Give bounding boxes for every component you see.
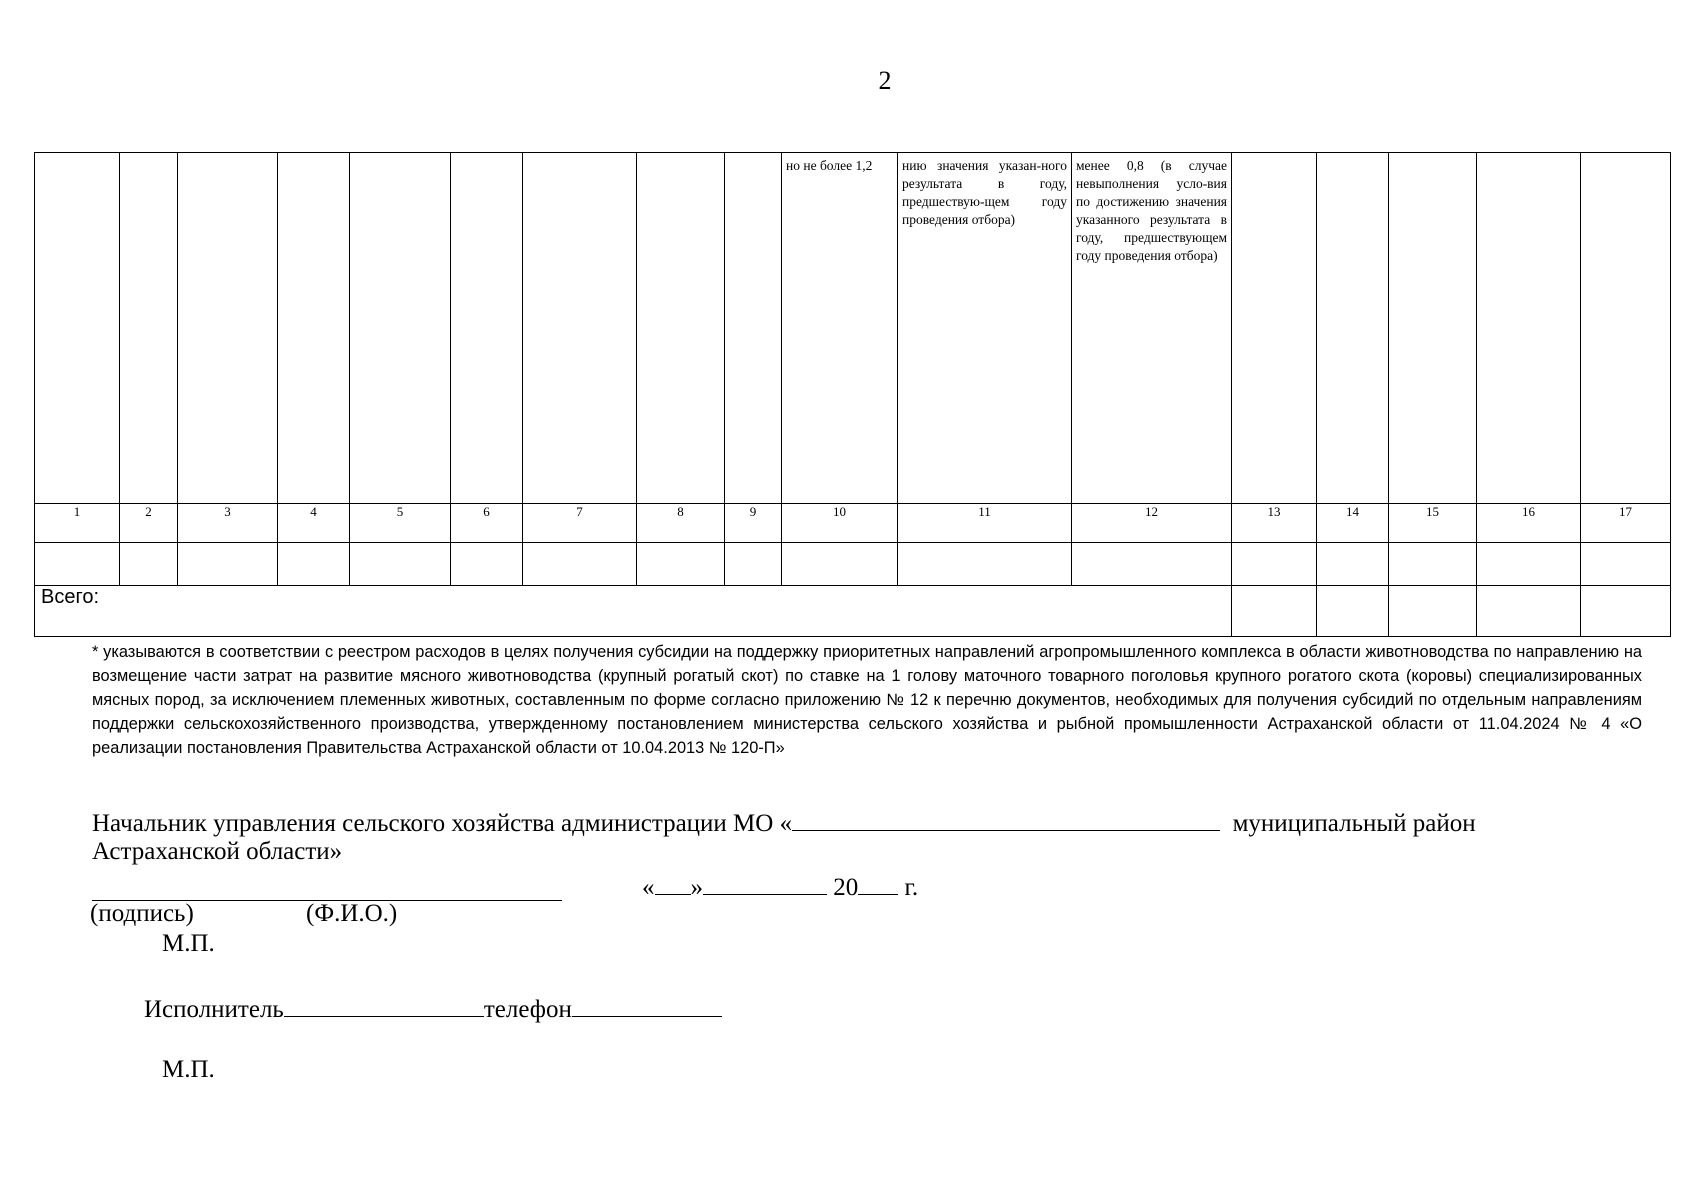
header-cell-17 bbox=[1581, 153, 1671, 504]
column-number: 3 bbox=[178, 504, 278, 543]
data-cell[interactable] bbox=[35, 543, 120, 586]
data-cell[interactable] bbox=[523, 543, 637, 586]
page-number: 2 bbox=[878, 66, 892, 95]
data-cell[interactable] bbox=[1477, 543, 1581, 586]
total-cell[interactable] bbox=[1317, 586, 1389, 637]
column-number: 16 bbox=[1477, 504, 1581, 543]
total-label-cell bbox=[35, 586, 1232, 637]
header-cell-3 bbox=[178, 153, 278, 504]
header-cell-7 bbox=[523, 153, 637, 504]
data-cell[interactable] bbox=[178, 543, 278, 586]
data-cell[interactable] bbox=[1389, 543, 1477, 586]
municipality-name-field[interactable] bbox=[792, 806, 1220, 831]
head-title-suffix: муниципальный район bbox=[1232, 810, 1476, 837]
column-number: 9 bbox=[725, 504, 782, 543]
header-cell-2 bbox=[120, 153, 178, 504]
header-cell-4 bbox=[278, 153, 350, 504]
date-day-field[interactable] bbox=[655, 870, 691, 895]
head-line-2: Астраханской области» bbox=[92, 838, 343, 865]
date-year-prefix: 20 bbox=[833, 874, 859, 901]
header-text-col12: менее 0,8 (в случае невыполнения усло-вия по достижению значения указанного результата в году, предшествующем году проведения отбора) bbox=[1076, 158, 1227, 263]
data-cell[interactable] bbox=[1072, 543, 1232, 586]
subsidy-table bbox=[34, 152, 1671, 637]
signature-caption: (подпись) bbox=[90, 900, 194, 927]
data-cell[interactable] bbox=[120, 543, 178, 586]
header-cell-6 bbox=[451, 153, 523, 504]
data-cell[interactable] bbox=[1317, 543, 1389, 586]
executor-field[interactable] bbox=[284, 992, 484, 1017]
column-number: 17 bbox=[1581, 504, 1671, 543]
column-number: 1 bbox=[35, 504, 120, 543]
column-number-row bbox=[35, 504, 1671, 543]
header-cell-9 bbox=[725, 153, 782, 504]
date-field bbox=[642, 870, 918, 902]
column-number: 7 bbox=[523, 504, 637, 543]
phone-label: телефон bbox=[483, 996, 572, 1023]
date-quote-close: » bbox=[690, 874, 703, 901]
total-label: Всего: bbox=[41, 586, 99, 608]
data-cell[interactable] bbox=[637, 543, 725, 586]
header-cell-1 bbox=[35, 153, 120, 504]
fio-caption: (Ф.И.О.) bbox=[306, 900, 398, 927]
date-quote-open: « bbox=[642, 874, 655, 901]
data-cell[interactable] bbox=[782, 543, 898, 586]
header-cell-8 bbox=[637, 153, 725, 504]
total-cell[interactable] bbox=[1232, 586, 1317, 637]
column-number: 2 bbox=[120, 504, 178, 543]
total-row bbox=[35, 586, 1671, 637]
header-cell-5 bbox=[350, 153, 451, 504]
data-cell[interactable] bbox=[1232, 543, 1317, 586]
total-cell[interactable] bbox=[1581, 586, 1671, 637]
executor-line bbox=[144, 992, 722, 1024]
stamp-label-2: М.П. bbox=[162, 1056, 215, 1083]
header-cell-14 bbox=[1317, 153, 1389, 504]
column-number: 6 bbox=[451, 504, 523, 543]
column-number: 5 bbox=[350, 504, 451, 543]
column-number: 10 bbox=[782, 504, 898, 543]
header-continuation-row bbox=[35, 153, 1671, 504]
data-cell[interactable] bbox=[278, 543, 350, 586]
header-text-col11: нию значения указан-ного результата в году, предшествую-щем году проведения отбора) bbox=[902, 158, 1067, 227]
column-number: 14 bbox=[1317, 504, 1389, 543]
column-number: 15 bbox=[1389, 504, 1477, 543]
date-month-field[interactable] bbox=[703, 870, 827, 895]
header-cell-15 bbox=[1389, 153, 1477, 504]
column-number: 13 bbox=[1232, 504, 1317, 543]
executor-label: Исполнитель bbox=[144, 996, 284, 1023]
data-cell[interactable] bbox=[1581, 543, 1671, 586]
empty-data-row bbox=[35, 543, 1671, 586]
date-year-field[interactable] bbox=[858, 870, 898, 895]
data-cell[interactable] bbox=[898, 543, 1072, 586]
data-cell[interactable] bbox=[350, 543, 451, 586]
header-cell-13 bbox=[1232, 153, 1317, 504]
data-cell[interactable] bbox=[451, 543, 523, 586]
column-number: 4 bbox=[278, 504, 350, 543]
column-number: 8 bbox=[637, 504, 725, 543]
head-title: Начальник управления сельского хозяйства администрации МО « bbox=[92, 810, 793, 837]
signature-field[interactable] bbox=[92, 876, 562, 901]
date-year-suffix: г. bbox=[904, 874, 919, 901]
head-line-1 bbox=[92, 806, 1476, 838]
column-number: 11 bbox=[898, 504, 1072, 543]
data-cell[interactable] bbox=[725, 543, 782, 586]
header-cell-10 bbox=[782, 153, 898, 504]
phone-field[interactable] bbox=[572, 992, 722, 1017]
total-cell[interactable] bbox=[1477, 586, 1581, 637]
stamp-label: М.П. bbox=[162, 930, 215, 957]
footnote: * указываются в соответствии с реестром расходов в целях получения субсидии на поддержку приоритетных направлений агропромышленного комплекса в области животноводства по направлению на возмещение части затрат на развитие мясного животноводства (крупный рогатый скот) по ставке на 1 голову маточного товарного поголовья крупного рогатого скота (коровы) специализированных мясных пород, за исключением племенных животных, составленным по форме согласно приложению № 12 к перечню документов, необходимых для получения субсидий по отдельным направлениям поддержки сельскохозяйственного производства, утвержденному постановлением министерства сельского хозяйства и рыбной промышленности Астраханской области от 11.04.2024 № 4 «О реализации постановления Правительства Астраханской области от 10.04.2013 № 120-П» bbox=[92, 643, 1642, 757]
header-cell-11 bbox=[898, 153, 1072, 504]
total-cell[interactable] bbox=[1389, 586, 1477, 637]
header-cell-12 bbox=[1072, 153, 1232, 504]
header-text-col10: но не более 1,2 bbox=[786, 158, 873, 173]
column-number: 12 bbox=[1072, 504, 1232, 543]
header-cell-16 bbox=[1477, 153, 1581, 504]
